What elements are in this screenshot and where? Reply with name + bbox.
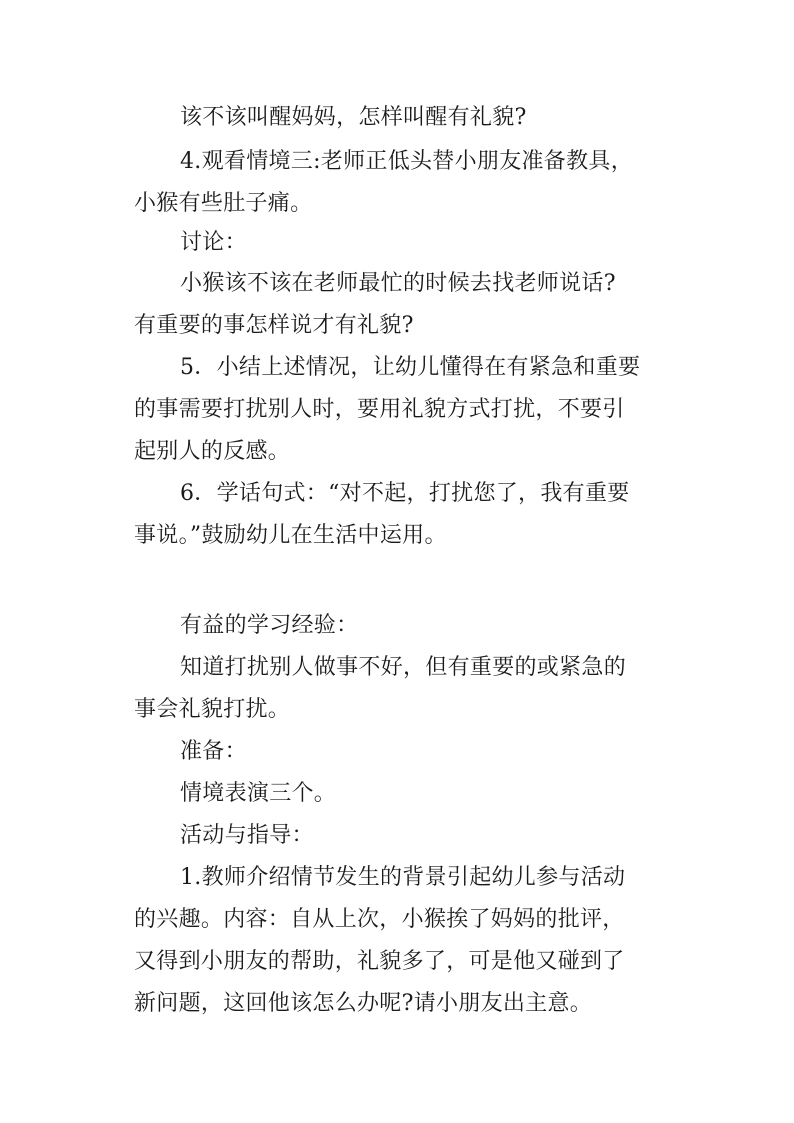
- paragraph-line: 讨论：: [180, 230, 247, 255]
- paragraph-line: 小猴有些肚子痛。: [134, 191, 313, 216]
- paragraph-line: 事说。”鼓励幼儿在生活中运用。: [134, 523, 447, 548]
- paragraph-line: 起别人的反感。: [134, 439, 291, 464]
- paragraph-line: 事会礼貌打扰。: [134, 697, 291, 722]
- paragraph-line: 的事需要打扰别人时，要用礼貌方式打扰，不要引: [134, 397, 625, 422]
- section-heading: 有益的学习经验：: [180, 613, 359, 638]
- paragraph-line: 1.教师介绍情节发生的背景引起幼儿参与活动: [180, 865, 626, 890]
- paragraph-line: 情境表演三个。: [180, 781, 337, 806]
- paragraph-line: 的兴趣。内容：自从上次，小猴挨了妈妈的批评，: [134, 907, 625, 932]
- paragraph-line: 又得到小朋友的帮助，礼貌多了，可是他又碰到了: [134, 949, 625, 974]
- paragraph-line: 该不该叫醒妈妈，怎样叫醒有礼貌?: [180, 105, 527, 130]
- section-heading: 准备：: [180, 739, 247, 764]
- paragraph-line: 6．学话句式：“对不起，打扰您了，我有重要: [180, 481, 630, 506]
- paragraph-line: 5．小结上述情况，让幼儿懂得在有紧急和重要: [180, 355, 641, 380]
- paragraph-line: 4.观看情境三:老师正低头替小朋友准备教具，: [180, 149, 634, 174]
- section-heading: 活动与指导：: [180, 823, 314, 848]
- paragraph-line: 新问题，这回他该怎么办呢?请小朋友出主意。: [134, 991, 593, 1016]
- paragraph-line: 有重要的事怎样说才有礼貌?: [134, 313, 414, 338]
- paragraph-line: 知道打扰别人做事不好，但有重要的或紧急的: [180, 655, 627, 680]
- paragraph-line: 小猴该不该在老师最忙的时候去找老师说话?: [180, 271, 616, 296]
